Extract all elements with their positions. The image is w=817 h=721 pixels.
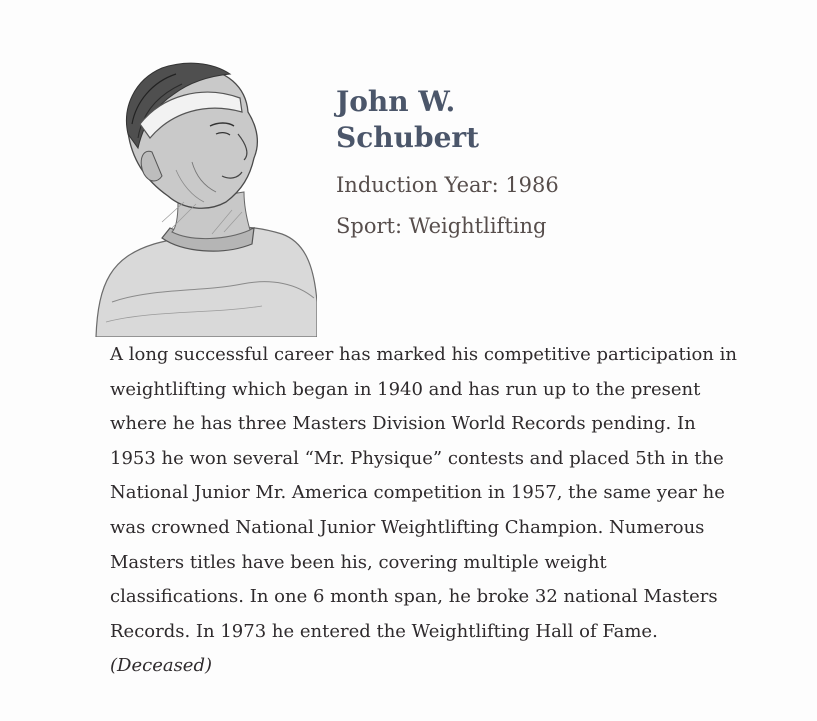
bio-line: was crowned National Junior Weightlifting Champion. Numerous <box>110 516 705 538</box>
bio-line: where he has three Masters Division World Records pending. In <box>110 413 696 435</box>
name-line-first: John W. <box>336 85 456 118</box>
bio-line: National Junior Mr. America competition in 1957, the same year he <box>110 482 725 504</box>
biography-text <box>110 338 750 684</box>
sport-label: Sport: Weightlifting <box>336 214 547 238</box>
bio-line: Masters titles have been his, covering multiple weight <box>110 551 607 573</box>
induction-year: Induction Year: 1986 <box>336 173 559 197</box>
bio-line: A long successful career has marked his competitive participation in <box>110 344 737 365</box>
name-line-last: Schubert <box>336 121 480 154</box>
bio-line: classifications. In one 6 month span, he broke 32 national Masters <box>110 586 718 608</box>
deceased-note: (Deceased) <box>110 655 213 677</box>
person-name <box>336 84 479 156</box>
bio-line: weightlifting which began in 1940 and has run up to the present <box>110 378 701 400</box>
bio-line: 1953 he won several “Mr. Physique” contests and placed 5th in the <box>110 447 724 469</box>
sketch-portrait-icon <box>92 52 317 337</box>
bio-line: Records. In 1973 he entered the Weightlifting Hall of Fame. <box>110 620 658 642</box>
